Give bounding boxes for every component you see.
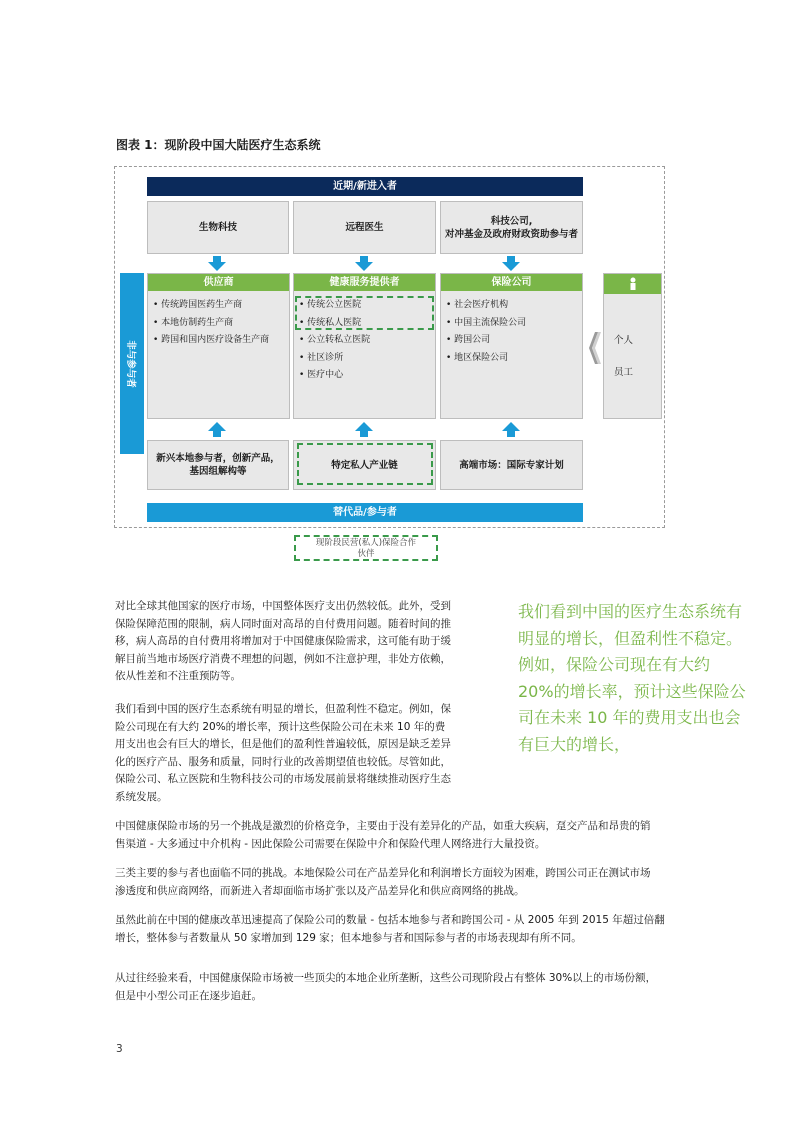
private-chain-highlight — [297, 443, 433, 485]
substitutes-bar: 替代品/参与者 — [147, 503, 583, 522]
list-item: • 社区诊所 — [299, 350, 435, 368]
list-item: • 公立转私立医院 — [299, 332, 435, 350]
up-arrow-icon — [502, 422, 520, 437]
paragraph: 从过往经验来看，中国健康保险市场被一些顶尖的本地企业所垄断，这些公司现阶段占有整体 30%以上的市场份额， 但是中小型公司正在逐步追赶。 — [115, 972, 657, 1002]
individuals-label: 个人 — [614, 335, 634, 346]
down-arrow-icon — [208, 256, 226, 271]
page-number: 3 — [116, 1043, 123, 1055]
alt-label: 新兴本地参与者，创新产品， 基因组解构等 — [156, 453, 280, 477]
left-bar-label: 非与参与者 — [125, 339, 136, 388]
list-item: • 跨国和国内医疗设备生产商 — [153, 332, 289, 350]
column-providers — [293, 273, 436, 419]
non-participants-bar — [120, 273, 144, 454]
alt-box-local — [147, 440, 289, 490]
list-item: • 社会医疗机构 — [446, 297, 582, 315]
alt-label: 高端市场：国际专家计划 — [459, 459, 564, 471]
person-icon — [604, 274, 661, 294]
list-item: • 跨国公司 — [446, 332, 582, 350]
alt-label: 特定私人产业链 — [331, 459, 398, 471]
up-arrow-icon — [208, 422, 226, 437]
column-head: 供应商 — [148, 274, 289, 291]
down-arrow-icon — [355, 256, 373, 271]
paragraph: 中国健康保险市场的另一个挑战是激烈的价格竞争，主要由于没有差异化的产品，如重大疾病，趸交产品和昂贵的销 售渠道 - 大多通过中介机构 - 因此保险公司需要在保险中介和保险代理人网络进行大量投资。 — [115, 820, 651, 850]
legend-label: 现阶段民营(私人)保险合作 伙伴 — [315, 538, 417, 559]
list-item: • 传统公立医院 — [299, 297, 435, 315]
paragraph: 三类主要的参与者也面临不同的挑战。本地保险公司在产品差异化和利润增长方面较为困难，跨国公司正在测试市场 渗透度和供应商网络，而新进入者却面临市场扩张以及产品差异化和供应商网络的挑战。 — [115, 867, 651, 897]
entrant-label: 远程医生 — [345, 222, 384, 233]
down-arrow-icon — [502, 256, 520, 271]
private-partner-highlight — [295, 296, 434, 330]
list-item: • 传统跨国医药生产商 — [153, 297, 289, 315]
employees-label: 员工 — [614, 367, 634, 378]
column-suppliers — [147, 273, 290, 419]
paragraph: 对比全球其他国家的医疗市场，中国整体医疗支出仍然较低。此外，受到 保险保障范围的限制，病人同时面对高昂的自付费用问题。随着时间的推 移，病人高昂的自付费用将增加对于中国健康保险需求，这可能有助于缓 解目前当地市场医疗消费不理想的问题，例如不注意护理，非处方依赖， 依从性差和不注重预防等。 — [115, 600, 451, 683]
entrant-label: 科技公司, 对冲基金及政府财政资助参与者 — [444, 215, 578, 240]
paragraph: 虽然此前在中国的健康改革迅速提高了保险公司的数量 - 包括本地参与者和跨国公司 - 从 2005 年到 2015 年超过倍翻 增长，整体参与者数量从 50 家增加到 129 家；但本地参与者和国际参与者的市场表现却有所不同。 — [115, 914, 665, 944]
column-head: 保险公司 — [441, 274, 582, 291]
individuals-box — [603, 273, 662, 419]
list-item: • 地区保险公司 — [446, 350, 582, 368]
list-item: • 传统私人医院 — [299, 315, 435, 333]
figure-title: 图表 1：现阶段中国大陆医疗生态系统 — [116, 138, 321, 152]
double-chevron-icon — [589, 332, 601, 364]
list-item: • 本地仿制药生产商 — [153, 315, 289, 333]
paragraph: 我们看到中国的医疗生态系统有明显的增长，但盈利性不稳定。例如，保 险公司现在有大约 20%的增长率，预计这些保险公司在未来 10 年的费 用支出也会有巨大的增长，但是他们的盈利性普遍较低，原因是缺乏差异 化的医疗产品、服务和质量，同时行业的改善期望值也较低。尽管如此， 保险公司、私立医院和生物科技公司的市场发展前景将继续推动医疗生态 系统发展。 — [115, 703, 451, 803]
list-item: • 医疗中心 — [299, 367, 435, 385]
alt-box-highend — [440, 440, 583, 490]
column-head: 健康服务提供者 — [294, 274, 435, 291]
new-entrants-bar: 近期/新进入者 — [147, 177, 583, 196]
up-arrow-icon — [355, 422, 373, 437]
list-item: • 中国主流保险公司 — [446, 315, 582, 333]
pull-quote: 我们看到中国的医疗生态系统有明显的增长，但盈利性不稳定。例如，保险公司现在有大约 20%的增长率，预计这些保险公司在未来 10 年的费用支出也会有巨大的增长， — [518, 602, 746, 754]
column-insurers — [440, 273, 583, 419]
entrant-label: 生物科技 — [198, 222, 237, 233]
legend-private-partner — [294, 535, 438, 561]
